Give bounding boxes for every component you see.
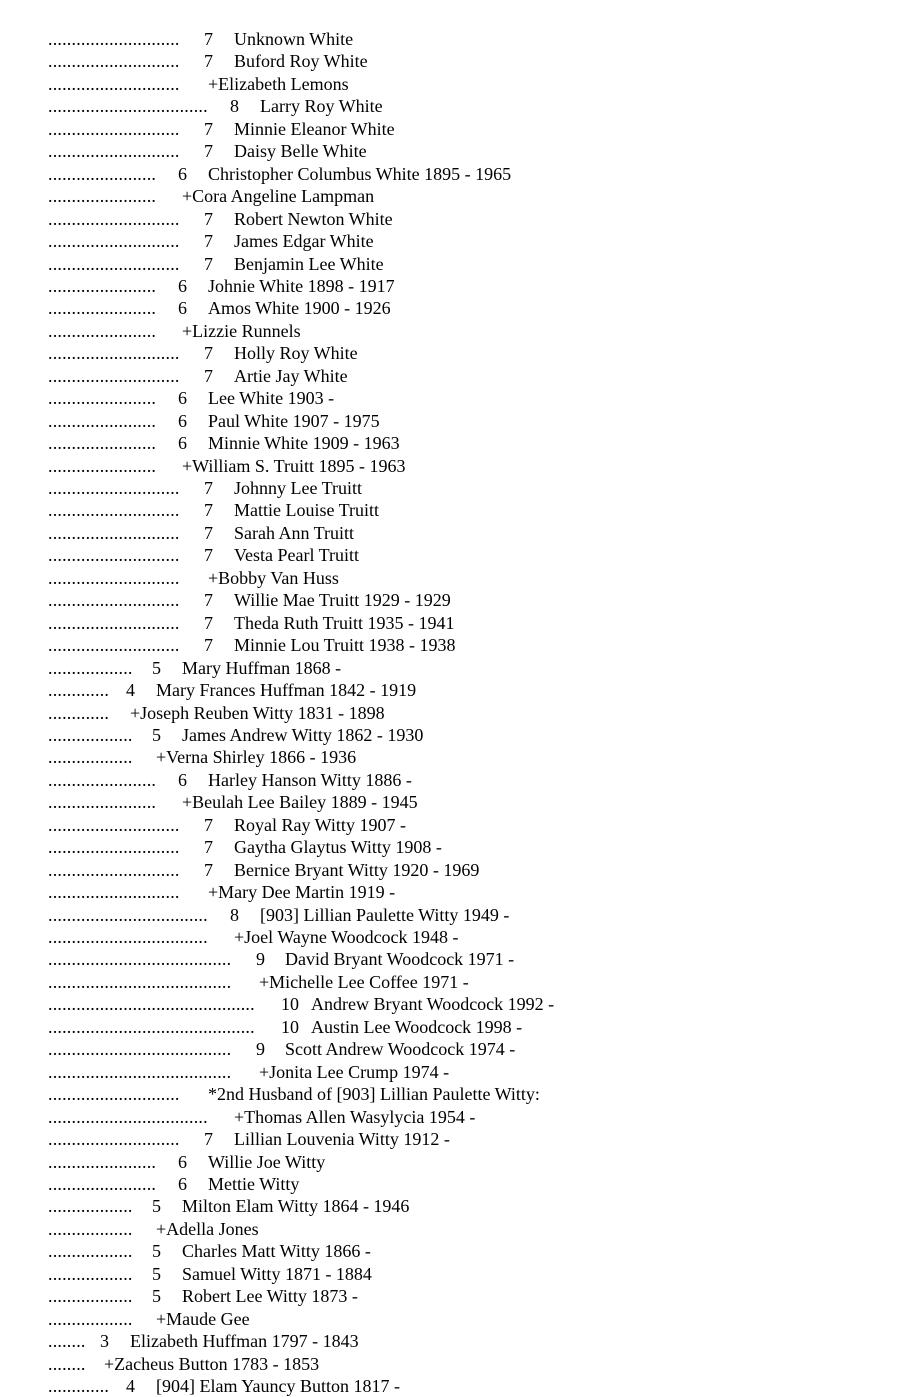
generation-number: 7: [204, 208, 213, 229]
generation-number: 4: [126, 680, 135, 701]
dot-leader: ............................................: [48, 1016, 255, 1037]
spouse-entry: +Joseph Reuben Witty 1831 - 1898: [130, 702, 385, 723]
dot-leader: .......................: [48, 1173, 157, 1194]
person-entry: David Bryant Woodcock 1971 -: [285, 949, 515, 970]
generation-number: 6: [178, 275, 187, 296]
dot-leader: ..................: [48, 657, 133, 678]
person-entry: Bernice Bryant Witty 1920 - 1969: [234, 859, 480, 880]
person-entry: Robert Lee Witty 1873 -: [182, 1286, 358, 1307]
spouse-entry: +William S. Truitt 1895 - 1963: [182, 455, 406, 476]
dot-leader: .......................: [48, 298, 157, 319]
dot-leader: ............................................: [48, 994, 255, 1015]
dot-leader: ............................: [48, 545, 180, 566]
generation-number: 9: [256, 949, 265, 970]
dot-leader: ..................: [48, 1241, 133, 1262]
dot-leader: ............................: [48, 1129, 180, 1150]
person-entry: Mattie Louise Truitt: [234, 500, 380, 521]
dot-leader: .......................: [48, 1151, 157, 1172]
generation-number: 7: [204, 365, 213, 386]
generation-number: 4: [126, 1376, 135, 1396]
dot-leader: ..................................: [48, 96, 208, 117]
dot-leader: .......................: [48, 769, 157, 790]
person-entry: Lillian Louvenia Witty 1912 -: [234, 1129, 450, 1150]
dot-leader: .......................: [48, 388, 157, 409]
generation-number: 3: [100, 1331, 109, 1352]
person-entry: Minnie Eleanor White: [234, 118, 395, 139]
dot-leader: ............................: [48, 118, 180, 139]
dot-leader: ..................: [48, 747, 133, 768]
spouse-entry: +Zacheus Button 1783 - 1853: [104, 1353, 320, 1374]
generation-number: 7: [204, 500, 213, 521]
generation-number: 7: [204, 343, 213, 364]
person-entry: Samuel Witty 1871 - 1884: [182, 1263, 372, 1284]
generation-number: 6: [178, 163, 187, 184]
generation-number: 5: [152, 724, 161, 745]
generation-number: 6: [178, 1173, 187, 1194]
dot-leader: .......................: [48, 455, 157, 476]
dot-leader: ............................: [48, 253, 180, 274]
person-entry: [904] Elam Yauncy Button 1817 -: [156, 1376, 400, 1396]
generation-number: 7: [204, 1129, 213, 1150]
dot-leader: ..................: [48, 1196, 133, 1217]
dot-leader: ..................................: [48, 927, 208, 947]
dot-leader: .............: [48, 702, 110, 723]
generation-number: 7: [204, 814, 213, 835]
person-entry: Theda Ruth Truitt 1935 - 1941: [234, 612, 455, 633]
dot-leader: ............................: [48, 612, 180, 633]
dot-leader: ............................: [48, 814, 180, 835]
dot-leader: ........: [48, 1353, 86, 1374]
spouse-entry: +Joel Wayne Woodcock 1948 -: [234, 927, 459, 947]
generation-number: 7: [204, 231, 213, 252]
person-entry: Milton Elam Witty 1864 - 1946: [182, 1196, 410, 1217]
person-entry: Andrew Bryant Woodcock 1992 -: [311, 994, 555, 1015]
person-entry: Larry Roy White: [260, 96, 383, 117]
generation-number: 7: [204, 859, 213, 880]
person-entry: Harley Hanson Witty 1886 -: [208, 769, 412, 790]
dot-leader: ............................: [48, 231, 180, 252]
dot-leader: .......................: [48, 320, 157, 341]
person-entry: Minnie Lou Truitt 1938 - 1938: [234, 635, 456, 656]
person-entry: Charles Matt Witty 1866 -: [182, 1241, 371, 1262]
generation-number: 5: [152, 1286, 161, 1307]
generation-number: 9: [256, 1039, 265, 1060]
generation-number: 7: [204, 478, 213, 498]
person-entry: Austin Lee Woodcock 1998 -: [311, 1016, 523, 1037]
person-entry: Vesta Pearl Truitt: [234, 545, 360, 566]
dot-leader: ............................: [48, 837, 180, 858]
generation-number: 6: [178, 388, 187, 409]
dot-leader: .......................: [48, 792, 157, 813]
person-entry: [903] Lillian Paulette Witty 1949 -: [260, 904, 510, 925]
person-entry: Paul White 1907 - 1975: [208, 410, 380, 431]
person-entry: Mary Huffman 1868 -: [182, 657, 342, 678]
person-entry: Benjamin Lee White: [234, 253, 384, 274]
person-entry: Johnny Lee Truitt: [234, 478, 363, 498]
spouse-entry: +Beulah Lee Bailey 1889 - 1945: [182, 792, 418, 813]
generation-number: 7: [204, 51, 213, 72]
generation-number: 6: [178, 1151, 187, 1172]
dot-leader: ............................: [48, 208, 180, 229]
dot-leader: ............................: [48, 500, 180, 521]
dot-leader: ........: [48, 1331, 86, 1352]
generation-number: 6: [178, 410, 187, 431]
person-entry: Daisy Belle White: [234, 141, 367, 162]
person-entry: James Edgar White: [234, 231, 374, 252]
dot-leader: ..................: [48, 1286, 133, 1307]
person-entry: Gaytha Glaytus Witty 1908 -: [234, 837, 442, 858]
dot-leader: .............: [48, 680, 110, 701]
generation-number: 7: [204, 545, 213, 566]
dot-leader: ............................: [48, 73, 180, 94]
spouse-entry: +Elizabeth Lemons: [208, 73, 349, 94]
dot-leader: ............................: [48, 567, 180, 588]
spouse-entry: +Maude Gee: [156, 1308, 250, 1329]
generation-number: 7: [204, 141, 213, 162]
person-entry: Unknown White: [234, 29, 354, 49]
dot-leader: .......................................: [48, 949, 232, 970]
generation-number: 7: [204, 635, 213, 656]
generation-number: 5: [152, 657, 161, 678]
generation-number: 7: [204, 118, 213, 139]
generation-number: 10: [281, 994, 299, 1015]
generation-number: 7: [204, 29, 213, 49]
dot-leader: .......................: [48, 275, 157, 296]
spouse-entry: +Michelle Lee Coffee 1971 -: [259, 971, 469, 992]
person-entry: Robert Newton White: [234, 208, 393, 229]
generation-number: 8: [230, 96, 239, 117]
generation-number: 7: [204, 253, 213, 274]
dot-leader: ..................: [48, 724, 133, 745]
person-entry: Mettie Witty: [208, 1173, 300, 1194]
dot-leader: ............................: [48, 478, 180, 498]
dot-leader: .......................................: [48, 1039, 232, 1060]
dot-leader: .......................: [48, 410, 157, 431]
dot-leader: .......................................: [48, 971, 232, 992]
generation-number: 8: [230, 904, 239, 925]
dot-leader: ............................: [48, 51, 180, 72]
generation-number: 10: [281, 1016, 299, 1037]
dot-leader: ............................: [48, 1084, 180, 1105]
dot-leader: .......................: [48, 433, 157, 454]
dot-leader: ............................: [48, 141, 180, 162]
dot-leader: .......................: [48, 186, 157, 207]
person-entry: Christopher Columbus White 1895 - 1965: [208, 163, 512, 184]
dot-leader: ............................: [48, 522, 180, 543]
spouse-entry: +Adella Jones: [156, 1218, 259, 1239]
generation-number: 6: [178, 298, 187, 319]
person-entry: Willie Mae Truitt 1929 - 1929: [234, 590, 451, 611]
dot-leader: ..................: [48, 1308, 133, 1329]
person-entry: Willie Joe Witty: [208, 1151, 326, 1172]
dot-leader: ..................................: [48, 1106, 208, 1127]
person-entry: Scott Andrew Woodcock 1974 -: [285, 1039, 516, 1060]
dot-leader: ............................: [48, 859, 180, 880]
spouse-entry: +Verna Shirley 1866 - 1936: [156, 747, 357, 768]
spouse-entry: *2nd Husband of [903] Lillian Paulette Witty:: [208, 1084, 540, 1105]
generation-number: 7: [204, 612, 213, 633]
spouse-entry: +Jonita Lee Crump 1974 -: [259, 1061, 450, 1082]
spouse-entry: +Cora Angeline Lampman: [182, 186, 375, 207]
dot-leader: ............................: [48, 29, 180, 49]
person-entry: Holly Roy White: [234, 343, 358, 364]
person-entry: James Andrew Witty 1862 - 1930: [182, 724, 424, 745]
generation-number: 5: [152, 1196, 161, 1217]
spouse-entry: +Bobby Van Huss: [208, 567, 339, 588]
dot-leader: ..................: [48, 1218, 133, 1239]
dot-leader: ............................: [48, 882, 180, 903]
person-entry: Elizabeth Huffman 1797 - 1843: [130, 1331, 359, 1352]
dot-leader: ............................: [48, 635, 180, 656]
generation-number: 5: [152, 1263, 161, 1284]
person-entry: Minnie White 1909 - 1963: [208, 433, 400, 454]
generation-number: 6: [178, 433, 187, 454]
dot-leader: ............................: [48, 365, 180, 386]
person-entry: Artie Jay White: [234, 365, 348, 386]
person-entry: Lee White 1903 -: [208, 388, 335, 409]
spouse-entry: +Mary Dee Martin 1919 -: [208, 882, 396, 903]
person-entry: Mary Frances Huffman 1842 - 1919: [156, 680, 417, 701]
person-entry: Royal Ray Witty 1907 -: [234, 814, 406, 835]
spouse-entry: +Thomas Allen Wasylycia 1954 -: [234, 1106, 476, 1127]
generation-number: 7: [204, 590, 213, 611]
generation-number: 7: [204, 837, 213, 858]
generation-number: 6: [178, 769, 187, 790]
person-entry: Buford Roy White: [234, 51, 368, 72]
generation-number: 5: [152, 1241, 161, 1262]
spouse-entry: +Lizzie Runnels: [182, 320, 301, 341]
dot-leader: .......................................: [48, 1061, 232, 1082]
person-entry: Sarah Ann Truitt: [234, 522, 355, 543]
dot-leader: ............................: [48, 343, 180, 364]
dot-leader: ..................................: [48, 904, 208, 925]
dot-leader: .......................: [48, 163, 157, 184]
generation-number: 7: [204, 522, 213, 543]
person-entry: Amos White 1900 - 1926: [208, 298, 391, 319]
dot-leader: ..................: [48, 1263, 133, 1284]
person-entry: Johnie White 1898 - 1917: [208, 275, 395, 296]
dot-leader: ............................: [48, 590, 180, 611]
dot-leader: .............: [48, 1376, 110, 1396]
